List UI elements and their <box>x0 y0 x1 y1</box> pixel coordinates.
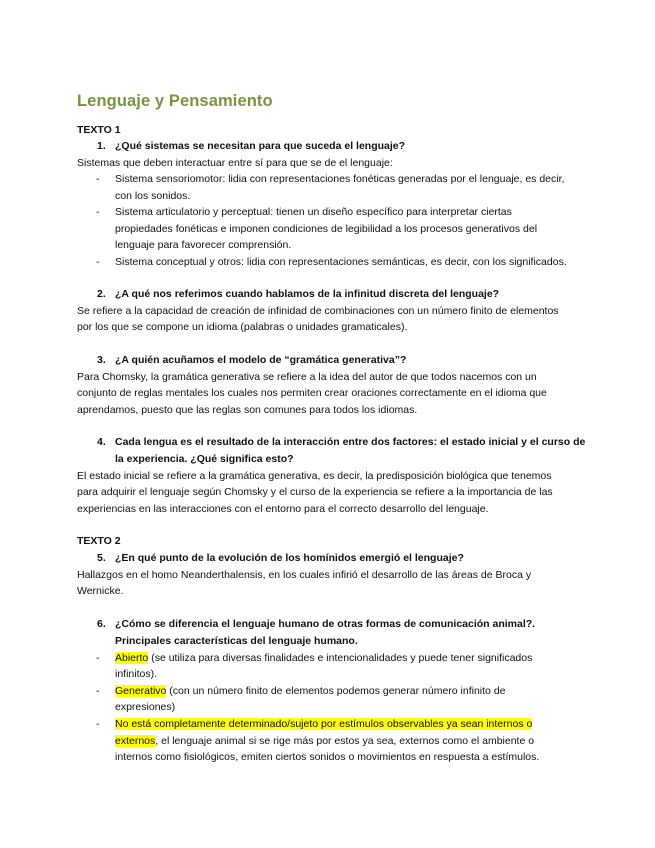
answer-text: El estado inicial se refiere a la gramática generativa, es decir, la predisposición biológica que tenemos <box>77 470 552 482</box>
question-4: Cada lengua es el resultado de la interacción entre dos factores: el estado inicial y el curso de <box>115 436 586 448</box>
bullet-text: expresiones) <box>115 701 176 713</box>
answer-text: Se refiere a la capacidad de creación de infinidad de combinaciones con un número finito de elementos <box>77 305 559 317</box>
question-number: 3. <box>97 354 106 366</box>
answer-text: Hallazgos en el homo Neanderthalensis, en los cuales infirió el desarrollo de las áreas de Broca y <box>77 569 532 581</box>
answer-text: conjunto de reglas mentales los cuales nos permiten crear oraciones correctamente en el idioma que <box>77 387 547 399</box>
question-4-cont: la experiencia. ¿Qué significa esto? <box>115 453 294 465</box>
answer-text: Para Chomsky, la gramática generativa se refiere a la idea del autor de que todos nacemos con un <box>77 371 537 383</box>
highlighted-term: Generativo <box>115 685 167 697</box>
bullet-dash: - <box>96 685 100 697</box>
bullet-text <box>115 650 532 666</box>
highlighted-term: No está completamente determinado/sujeto por estímulos observables ya sean internos o <box>115 718 533 730</box>
answer-text: Wernicke. <box>77 585 124 597</box>
bullet-dash: - <box>96 173 100 185</box>
answer-text: por los que se compone un idioma (palabras o unidades gramaticales). <box>77 321 408 333</box>
bullet-text: Sistema conceptual y otros: lidia con representaciones semánticas, es decir, con los significados. <box>115 256 567 268</box>
section-heading-texto2: TEXTO 2 <box>77 535 121 547</box>
answer-text: para adquirir el lenguaje según Chomsky y el curso de la experiencia se refiere a la importancia de las <box>77 486 553 498</box>
question-5: ¿En qué punto de la evolución de los homínidos emergió el lenguaje? <box>115 552 464 564</box>
bullet-text: Sistema sensoriomotor: lidia con representaciones fonéticas generadas por el lenguaje, es decir, <box>115 173 565 185</box>
bullet-text <box>115 683 506 699</box>
answer-text: aprendamos, puesto que las reglas son comunes para todos los idiomas. <box>77 404 418 416</box>
bullet-text: infinitos). <box>115 668 158 680</box>
bullet-text <box>115 716 532 732</box>
bullet-text: internos como fisiológicos, emiten ciertos sonidos o movimientos en respuesta a estímulos. <box>115 751 540 763</box>
answer-1-intro: Sistemas que deben interactuar entre sí para que se de el lenguaje: <box>77 157 393 169</box>
question-1: ¿Qué sistemas se necesitan para que suceda el lenguaje? <box>115 140 406 152</box>
bullet-dash: - <box>96 256 100 268</box>
highlighted-term: externos <box>115 735 156 747</box>
bullet-dash: - <box>96 718 100 730</box>
question-number: 4. <box>97 436 106 448</box>
bullet-dash: - <box>96 652 100 664</box>
bullet-text: con los sonidos. <box>115 190 191 202</box>
answer-text: experiencias en las interacciones con el entorno para el correcto desarrollo del lenguaje. <box>77 503 489 515</box>
bullet-dash: - <box>96 206 100 218</box>
question-number: 6. <box>97 618 106 630</box>
bullet-rest: , el lenguaje animal si se rige más por estos ya sea, externos como el ambiente o <box>155 735 535 747</box>
question-3: ¿A quién acuñamos el modelo de “gramática generativa”? <box>115 354 407 366</box>
bullet-text <box>115 733 534 749</box>
bullet-rest: (con un número finito de elementos podemos generar número infinito de <box>166 685 506 697</box>
question-6-cont: Principales características del lenguaje humano. <box>115 635 358 647</box>
bullet-rest: (se utiliza para diversas finalidades e intencionalidades y puede tener significados <box>148 652 533 664</box>
question-number: 1. <box>97 140 106 152</box>
bullet-text: propiedades fonéticas e imponen condiciones de legibilidad a los procesos generativos del <box>115 223 538 235</box>
bullet-text: lenguaje para favorecer comprensión. <box>115 239 292 251</box>
question-number: 2. <box>97 288 106 300</box>
question-6: ¿Cómo se diferencia el lenguaje humano de otras formas de comunicación animal?. <box>115 618 536 630</box>
section-heading-texto1: TEXTO 1 <box>77 124 121 136</box>
question-number: 5. <box>97 552 106 564</box>
bullet-text: Sistema articulatorio y perceptual: tienen un diseño específico para interpretar ciertas <box>115 206 512 218</box>
document-title: Lenguaje y Pensamiento <box>77 92 273 110</box>
question-2: ¿A qué nos referimos cuando hablamos de la infinitud discreta del lenguaje? <box>115 288 500 300</box>
highlighted-term: Abierto <box>115 652 149 664</box>
